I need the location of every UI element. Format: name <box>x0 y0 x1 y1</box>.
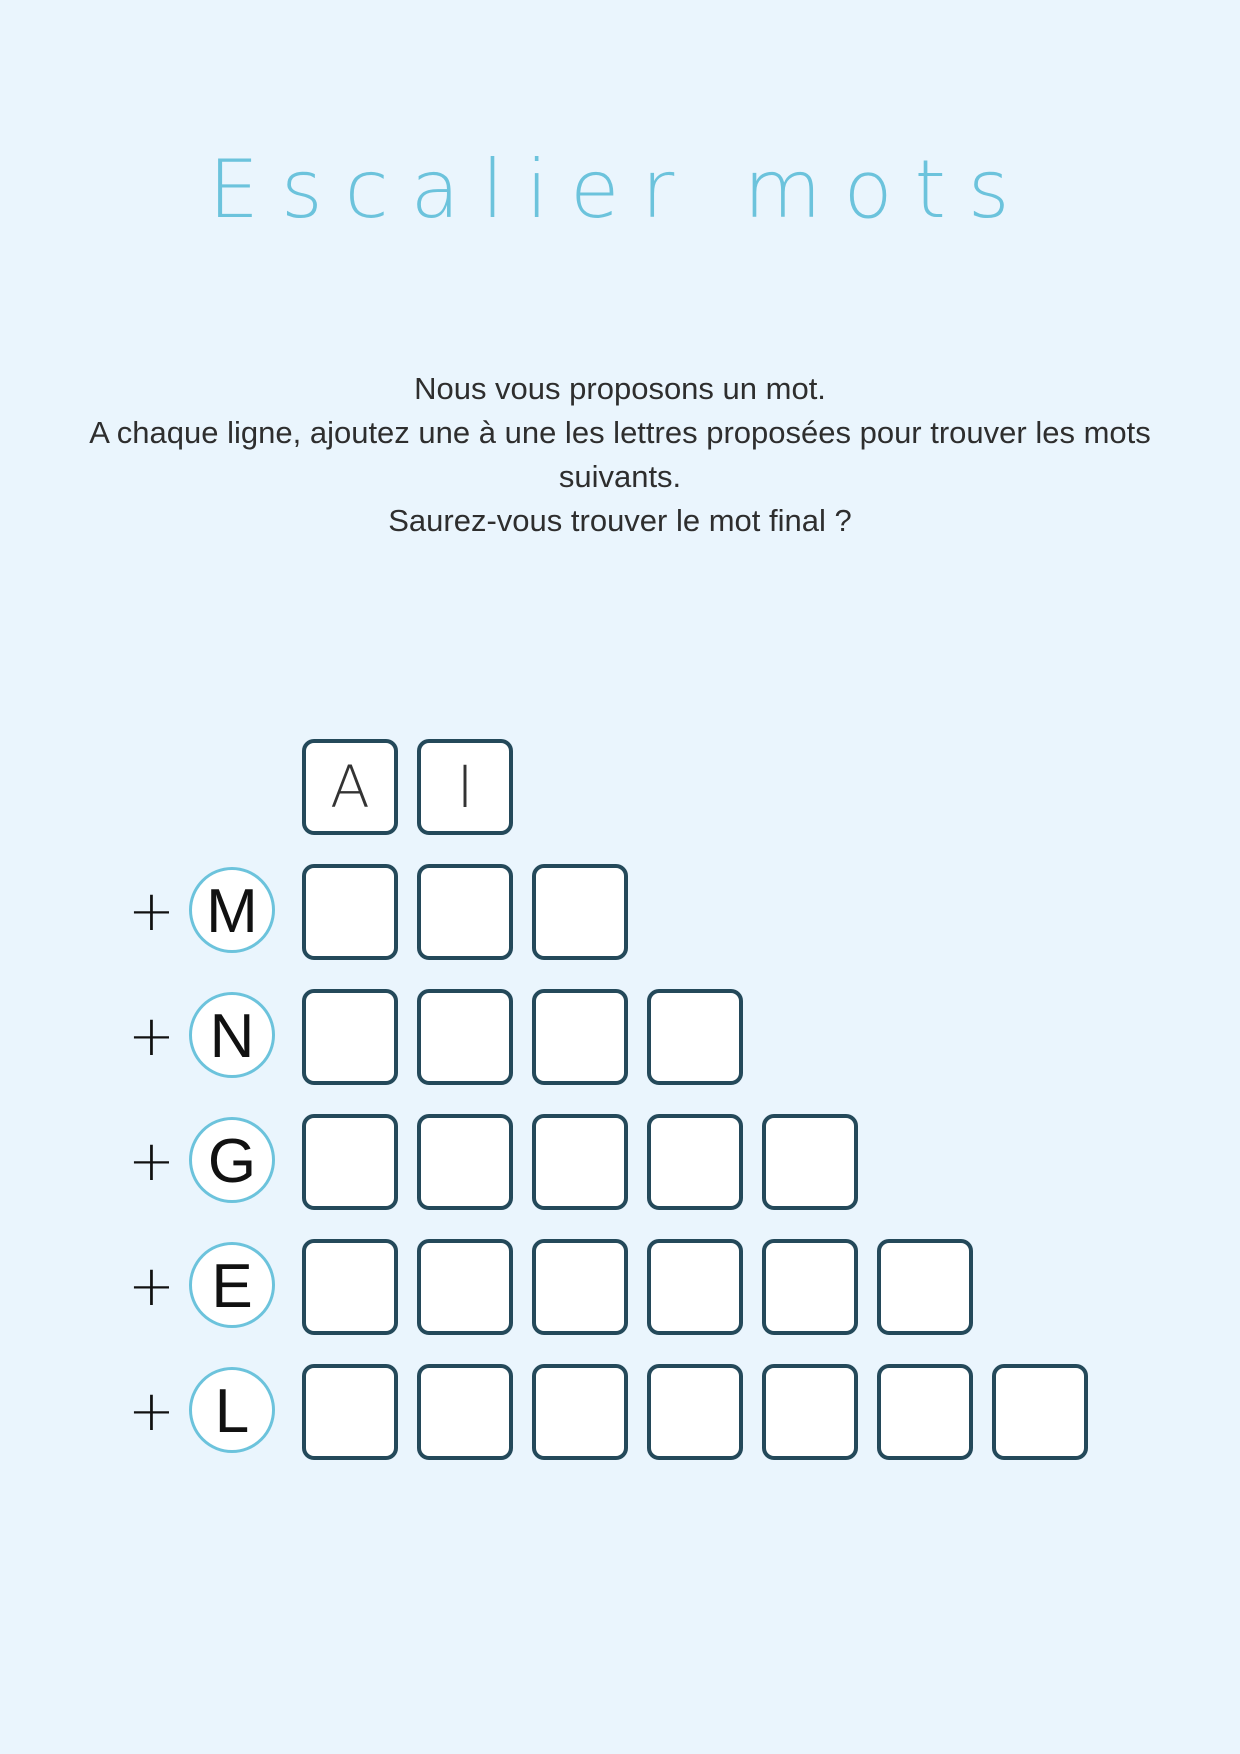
staircase-row-3 <box>0 1114 1240 1210</box>
plus-sign: + <box>128 1254 175 1319</box>
staircase-row-4 <box>0 1239 1240 1335</box>
instruction-line: A chaque ligne, ajoutez une à une les lettres proposées pour trouver les mots <box>89 415 1151 450</box>
letter-cell-filled: I <box>417 739 513 835</box>
letter-cell-empty[interactable] <box>302 1114 398 1210</box>
added-letter-bubble: G <box>189 1117 275 1203</box>
plus-sign: + <box>128 879 175 944</box>
letter-cell-empty[interactable] <box>762 1239 858 1335</box>
staircase-row-1 <box>0 864 1240 960</box>
letter-cell-empty[interactable] <box>417 1364 513 1460</box>
instructions <box>60 367 1180 543</box>
letter-cell-empty[interactable] <box>532 989 628 1085</box>
letter-cell-empty[interactable] <box>302 1364 398 1460</box>
added-letter-bubble: N <box>189 992 275 1078</box>
staircase-row-2 <box>0 989 1240 1085</box>
added-letter-bubble: L <box>189 1367 275 1453</box>
letter-cell-empty[interactable] <box>417 1114 513 1210</box>
letter-cell-empty[interactable] <box>647 1364 743 1460</box>
added-letter-bubble: E <box>189 1242 275 1328</box>
letter-cell-empty[interactable] <box>762 1364 858 1460</box>
plus-sign: + <box>128 1004 175 1069</box>
letter-cell-empty[interactable] <box>532 864 628 960</box>
plus-sign: + <box>128 1129 175 1194</box>
letter-cell-empty[interactable] <box>762 1114 858 1210</box>
added-letter-bubble: M <box>189 867 275 953</box>
page-title: Escalier mots <box>208 143 1032 236</box>
letter-cell-filled: A <box>302 739 398 835</box>
letter-cell-empty[interactable] <box>532 1239 628 1335</box>
letter-cell-empty[interactable] <box>532 1364 628 1460</box>
staircase-row-start <box>0 739 1240 835</box>
letter-cell-empty[interactable] <box>647 989 743 1085</box>
letter-cell-empty[interactable] <box>417 1239 513 1335</box>
plus-sign: + <box>128 1379 175 1444</box>
letter-cell-empty[interactable] <box>417 989 513 1085</box>
instruction-line: Nous vous proposons un mot. <box>414 371 826 406</box>
letter-cell-empty[interactable] <box>647 1239 743 1335</box>
letter-cell-empty[interactable] <box>532 1114 628 1210</box>
letter-cell-empty[interactable] <box>302 1239 398 1335</box>
letter-cell-empty[interactable] <box>302 864 398 960</box>
letter-cell-empty[interactable] <box>647 1114 743 1210</box>
letter-cell-empty[interactable] <box>992 1364 1088 1460</box>
letter-cell-empty[interactable] <box>877 1239 973 1335</box>
letter-cell-empty[interactable] <box>877 1364 973 1460</box>
staircase-row-5 <box>0 1364 1240 1460</box>
letter-cell-empty[interactable] <box>417 864 513 960</box>
instruction-line: suivants. <box>558 459 682 494</box>
letter-cell-empty[interactable] <box>302 989 398 1085</box>
instruction-line: Saurez-vous trouver le mot final ? <box>388 503 852 538</box>
